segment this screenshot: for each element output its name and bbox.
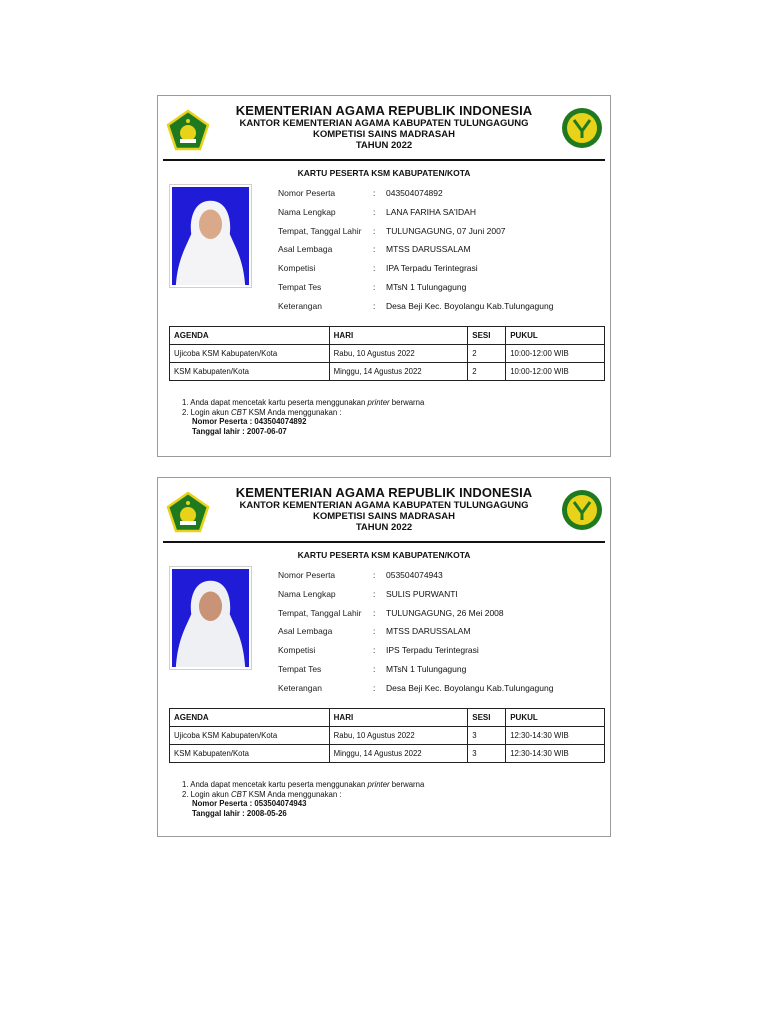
card-title: KARTU PESERTA KSM KABUPATEN/KOTA: [297, 168, 471, 178]
field-nama-lengkap: [278, 204, 608, 223]
field-asal-lembaga: [278, 623, 608, 642]
col-hari: HARI: [329, 709, 468, 727]
participant-photo: [169, 184, 252, 288]
ksm-logo-icon: [561, 107, 603, 149]
field-label: Tempat, Tanggal Lahir: [278, 607, 362, 618]
field-tempat-tanggal-lahir: [278, 223, 608, 242]
instructions: [182, 398, 424, 436]
field-label: Nama Lengkap: [278, 206, 336, 217]
field-colon: :: [373, 300, 376, 311]
cell-agenda: KSM Kabupaten/Kota: [170, 745, 330, 763]
field-colon: :: [373, 663, 376, 674]
field-colon: :: [373, 570, 376, 580]
cell-pukul: 12:30-14:30 WIB: [506, 727, 605, 745]
note-2: [182, 790, 424, 800]
participant-details: [278, 185, 608, 317]
field-kompetisi: [278, 642, 608, 661]
field-colon: :: [373, 645, 376, 656]
note-1: [182, 398, 424, 408]
note-tanggal-lahir: Tanggal lahir : 2007-06-07: [192, 426, 287, 436]
header-divider: [163, 159, 605, 161]
note-tanggal-lahir: Tanggal lahir : 2008-05-26: [192, 808, 287, 818]
field-colon: :: [373, 281, 376, 292]
col-agenda: AGENDA: [170, 327, 330, 345]
field-nomor-peserta: [278, 567, 608, 586]
schedule-table: [169, 708, 605, 763]
cell-pukul: 12:30-14:30 WIB: [506, 745, 605, 763]
field-tempat-tes: [278, 661, 608, 680]
field-colon: :: [373, 225, 376, 236]
note-emphasis: printer: [367, 780, 390, 789]
competition-year: TAHUN 2022: [355, 521, 413, 533]
field-label: Asal Lembaga: [278, 244, 333, 255]
note-text: berwarna: [389, 780, 425, 789]
note-text: KSM Anda menggunakan :: [246, 789, 342, 799]
table-header-row: [170, 327, 605, 345]
office-name: KANTOR KEMENTERIAN AGAMA KABUPATEN TULUNGAGUNG: [239, 117, 529, 129]
cell-sesi: 3: [468, 727, 506, 745]
field-value: Desa Beji Kec. Boyolangu Kab.Tulungagung: [386, 300, 554, 311]
field-keterangan: [278, 680, 608, 699]
participant-details: [278, 567, 608, 699]
field-kompetisi: [278, 260, 608, 279]
cell-hari: Rabu, 10 Agustus 2022: [329, 727, 468, 745]
field-value: LANA FARIHA SA'IDAH: [386, 206, 476, 217]
field-value: MTSS DARUSSALAM: [386, 244, 471, 255]
col-pukul: PUKUL: [506, 327, 605, 345]
card-header: [218, 104, 550, 152]
note-text: KSM Anda menggunakan :: [246, 407, 342, 417]
kemenag-logo-icon: [166, 491, 210, 535]
ksm-logo-icon: [561, 489, 603, 531]
instructions: [182, 780, 424, 818]
table-row: [170, 363, 605, 381]
field-value: MTsN 1 Tulungagung: [386, 281, 467, 292]
ministry-title: KEMENTERIAN AGAMA REPUBLIK INDONESIA: [235, 103, 533, 118]
field-keterangan: [278, 298, 608, 317]
field-value: SULIS PURWANTI: [386, 588, 458, 599]
cell-pukul: 10:00-12:00 WIB: [506, 345, 605, 363]
cell-sesi: 2: [468, 345, 506, 363]
field-tempat-tanggal-lahir: [278, 605, 608, 624]
header-divider: [163, 541, 605, 543]
field-value: IPA Terpadu Terintegrasi: [386, 263, 478, 274]
field-tempat-tes: [278, 279, 608, 298]
field-label: Nama Lengkap: [278, 588, 336, 599]
field-label: Nomor Peserta: [278, 188, 336, 198]
field-label: Asal Lembaga: [278, 626, 333, 637]
field-value: MTsN 1 Tulungagung: [386, 663, 467, 674]
field-label: Tempat Tes: [278, 663, 322, 674]
field-value: Desa Beji Kec. Boyolangu Kab.Tulungagung: [386, 682, 554, 693]
field-colon: :: [373, 188, 376, 198]
office-name: KANTOR KEMENTERIAN AGAMA KABUPATEN TULUNGAGUNG: [239, 499, 529, 511]
field-label: Keterangan: [278, 682, 322, 693]
cell-hari: Rabu, 10 Agustus 2022: [329, 345, 468, 363]
note-text: 2. Login akun: [182, 789, 231, 799]
col-agenda: AGENDA: [170, 709, 330, 727]
note-text: berwarna: [389, 398, 425, 407]
competition-name: KOMPETISI SAINS MADRASAH: [313, 510, 455, 522]
participant-card-1: [157, 95, 611, 457]
note-emphasis: CBT: [231, 407, 247, 417]
participant-card-2: [157, 477, 611, 837]
table-row: [170, 745, 605, 763]
participant-photo-image: [172, 569, 249, 667]
field-nama-lengkap: [278, 586, 608, 605]
note-text: 1. Anda dapat mencetak kartu peserta menggunakan: [182, 780, 368, 789]
field-colon: :: [373, 244, 376, 255]
field-value: TULUNGAGUNG, 26 Mei 2008: [386, 607, 504, 618]
kemenag-logo-icon: [166, 109, 210, 153]
col-sesi: SESI: [468, 327, 506, 345]
note-text: 2. Login akun: [182, 407, 231, 417]
note-1: [182, 780, 424, 790]
field-label: Nomor Peserta: [278, 570, 336, 580]
card-title: KARTU PESERTA KSM KABUPATEN/KOTA: [297, 550, 471, 560]
cell-pukul: 10:00-12:00 WIB: [506, 363, 605, 381]
field-asal-lembaga: [278, 241, 608, 260]
field-value: MTSS DARUSSALAM: [386, 626, 471, 637]
field-colon: :: [373, 607, 376, 618]
note-emphasis: CBT: [231, 789, 247, 799]
field-value: TULUNGAGUNG, 07 Juni 2007: [386, 225, 506, 236]
participant-photo: [169, 566, 252, 670]
col-sesi: SESI: [468, 709, 506, 727]
cell-hari: Minggu, 14 Agustus 2022: [329, 745, 468, 763]
field-colon: :: [373, 682, 376, 693]
field-value: 043504074892: [386, 188, 443, 198]
cell-agenda: Ujicoba KSM Kabupaten/Kota: [170, 345, 330, 363]
note-text: 1. Anda dapat mencetak kartu peserta menggunakan: [182, 398, 368, 407]
ministry-title: KEMENTERIAN AGAMA REPUBLIK INDONESIA: [235, 485, 533, 500]
note-nomor-peserta: Nomor Peserta : 043504074892: [192, 417, 307, 426]
field-colon: :: [373, 588, 376, 599]
field-colon: :: [373, 626, 376, 637]
col-pukul: PUKUL: [506, 709, 605, 727]
field-value: IPS Terpadu Terintegrasi: [386, 645, 479, 656]
note-2: [182, 408, 424, 418]
field-label: Tempat, Tanggal Lahir: [278, 225, 362, 236]
table-header-row: [170, 709, 605, 727]
field-colon: :: [373, 206, 376, 217]
cell-agenda: KSM Kabupaten/Kota: [170, 363, 330, 381]
field-label: Keterangan: [278, 300, 322, 311]
cell-sesi: 2: [468, 363, 506, 381]
note-emphasis: printer: [367, 398, 390, 407]
field-colon: :: [373, 263, 376, 274]
col-hari: HARI: [329, 327, 468, 345]
table-row: [170, 345, 605, 363]
participant-photo-image: [172, 187, 249, 285]
note-nomor-peserta: Nomor Peserta : 053504074943: [192, 799, 307, 808]
schedule-table: [169, 326, 605, 381]
card-header: [218, 486, 550, 534]
cell-agenda: Ujicoba KSM Kabupaten/Kota: [170, 727, 330, 745]
field-label: Kompetisi: [278, 645, 316, 656]
field-label: Tempat Tes: [278, 281, 322, 292]
field-value: 053504074943: [386, 570, 443, 580]
competition-year: TAHUN 2022: [355, 139, 413, 151]
cell-hari: Minggu, 14 Agustus 2022: [329, 363, 468, 381]
field-nomor-peserta: [278, 185, 608, 204]
competition-name: KOMPETISI SAINS MADRASAH: [313, 128, 455, 140]
field-label: Kompetisi: [278, 263, 316, 274]
table-row: [170, 727, 605, 745]
cell-sesi: 3: [468, 745, 506, 763]
